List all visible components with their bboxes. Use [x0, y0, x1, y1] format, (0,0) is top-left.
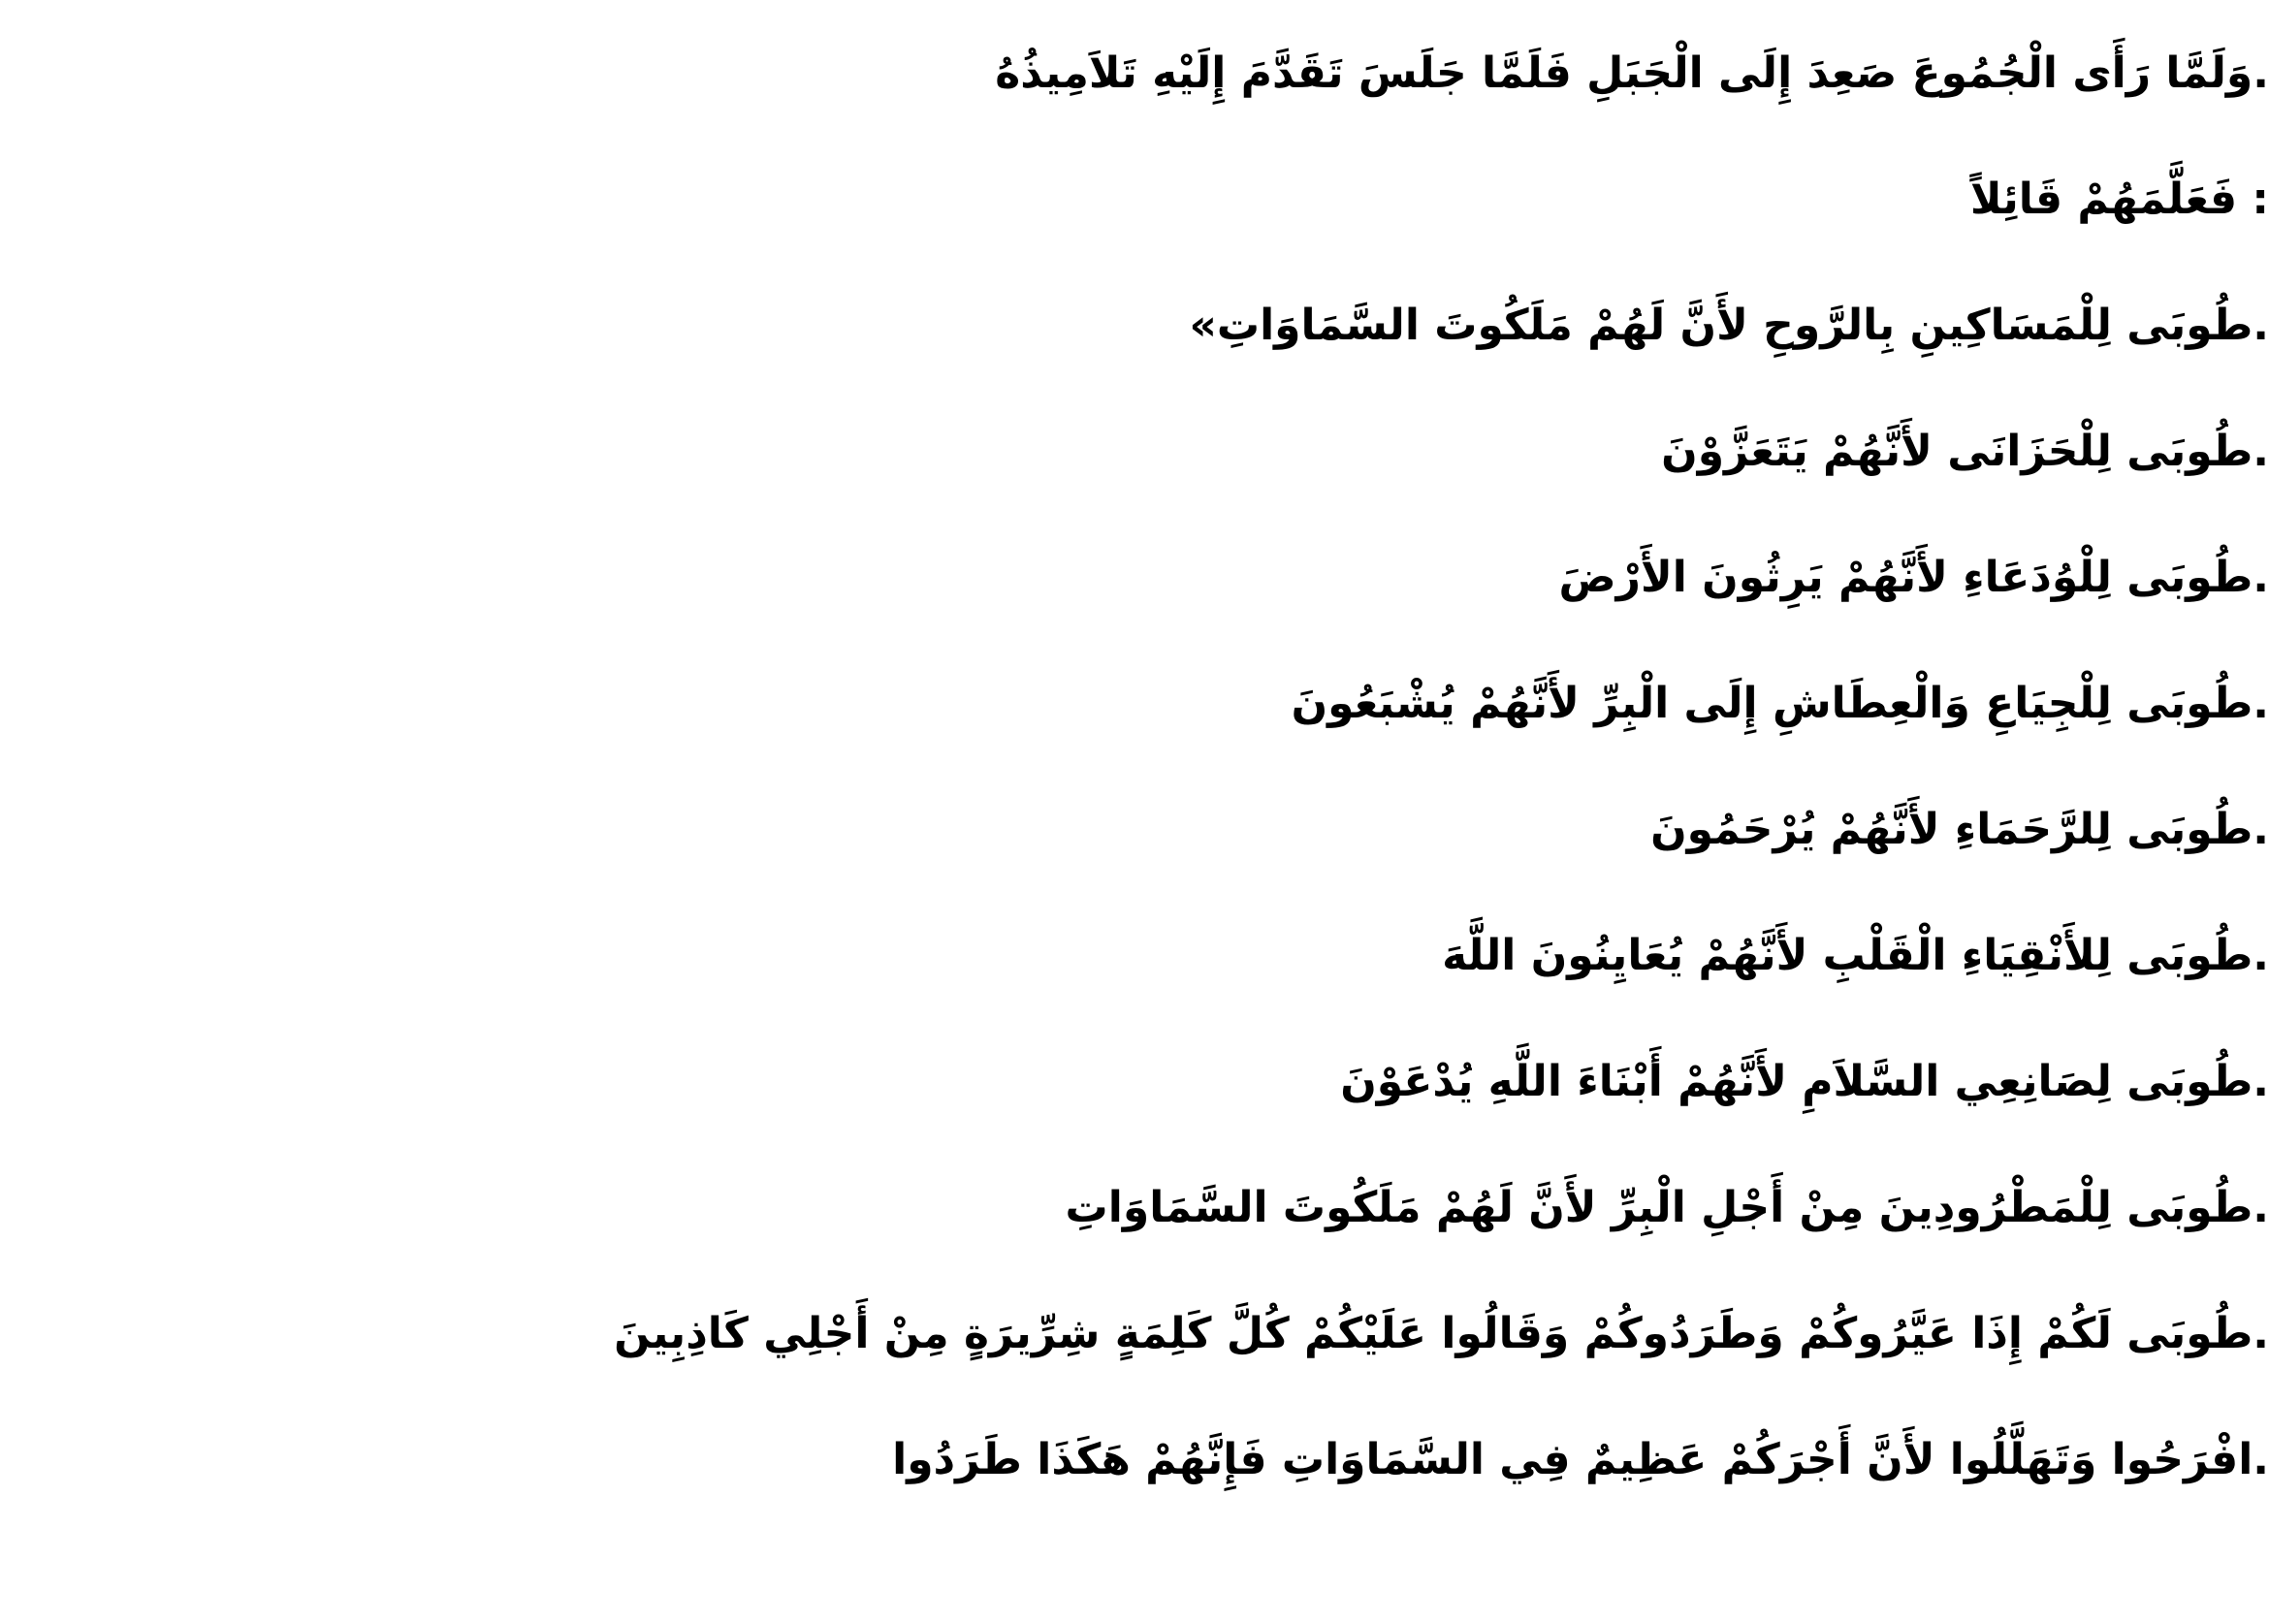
verse-line-beatitude-9: .طُوبَى لَكُمْ إِذَا عَيَّرُوكُمْ وَطَرَدُوكُمْ وَقَالُوا عَلَيْكُمْ كُلَّ كَلِمَةٍ شِرِّيرَةٍ مِنْ أَجْلِي كَاذِبِينَ: [614, 1309, 2269, 1358]
verse-line-beatitude-8: .طُوبَى لِلْمَطْرُودِينَ مِنْ أَجْلِ الْبِرِّ لأَنَّ لَهُمْ مَلَكُوتَ السَّمَاوَاتِ: [1065, 1183, 2269, 1232]
verse-line-beatitude-5: .طُوبَى لِلرَّحَمَاءِ لأَنَّهُمْ يُرْحَمُونَ: [1650, 805, 2269, 854]
verse-line-beatitude-7: .طُوبَى لِصَانِعِي السَّلاَمِ لأَنَّهُمْ أَبْنَاءَ اللَّهِ يُدْعَوْنَ: [1340, 1057, 2269, 1106]
verse-line-beatitude-6: .طُوبَى لِلأَنْقِيَاءِ الْقَلْبِ لأَنَّهُمْ يُعَايِنُونَ اللَّهَ: [1442, 931, 2269, 980]
verse-line-beatitude-3: .طُوبَى لِلْوُدَعَاءِ لأَنَّهُمْ يَرِثُونَ الأَرْضَ: [1558, 553, 2269, 602]
verse-line-intro: .وَلَمَّا رَأَى الْجُمُوعَ صَعِدَ إِلَى الْجَبَلِ فَلَمَّا جَلَسَ تَقَدَّمَ إِلَيْهِ تَلاَمِيذُهُ: [995, 48, 2269, 98]
verse-line-beatitude-2: .طُوبَى لِلْحَزَانَى لأَنَّهُمْ يَتَعَزَّوْنَ: [1661, 427, 2269, 476]
verse-line-beatitude-1: .طُوبَى لِلْمَسَاكِينِ بِالرَّوحِ لأَنَّ لَهُمْ مَلَكُوتَ السَّمَاوَاتِ»: [1189, 301, 2269, 350]
verse-line-rejoice: .افْرَحُوا وَتَهَلَّلُوا لأَنَّ أَجْرَكُمْ عَظِيمٌ فِي السَّمَاوَاتِ فَإِنَّهُمْ هَكَذَا طَرَدُوا: [892, 1435, 2269, 1484]
verse-line-teaching: : فَعَلَّمَهُمْ قَائِلاً: [1969, 175, 2269, 224]
verse-line-beatitude-4: .طُوبَى لِلْجِيَاعِ وَالْعِطَاشِ إِلَى الْبِرِّ لأَنَّهُمْ يُشْبَعُونَ: [1291, 679, 2269, 728]
